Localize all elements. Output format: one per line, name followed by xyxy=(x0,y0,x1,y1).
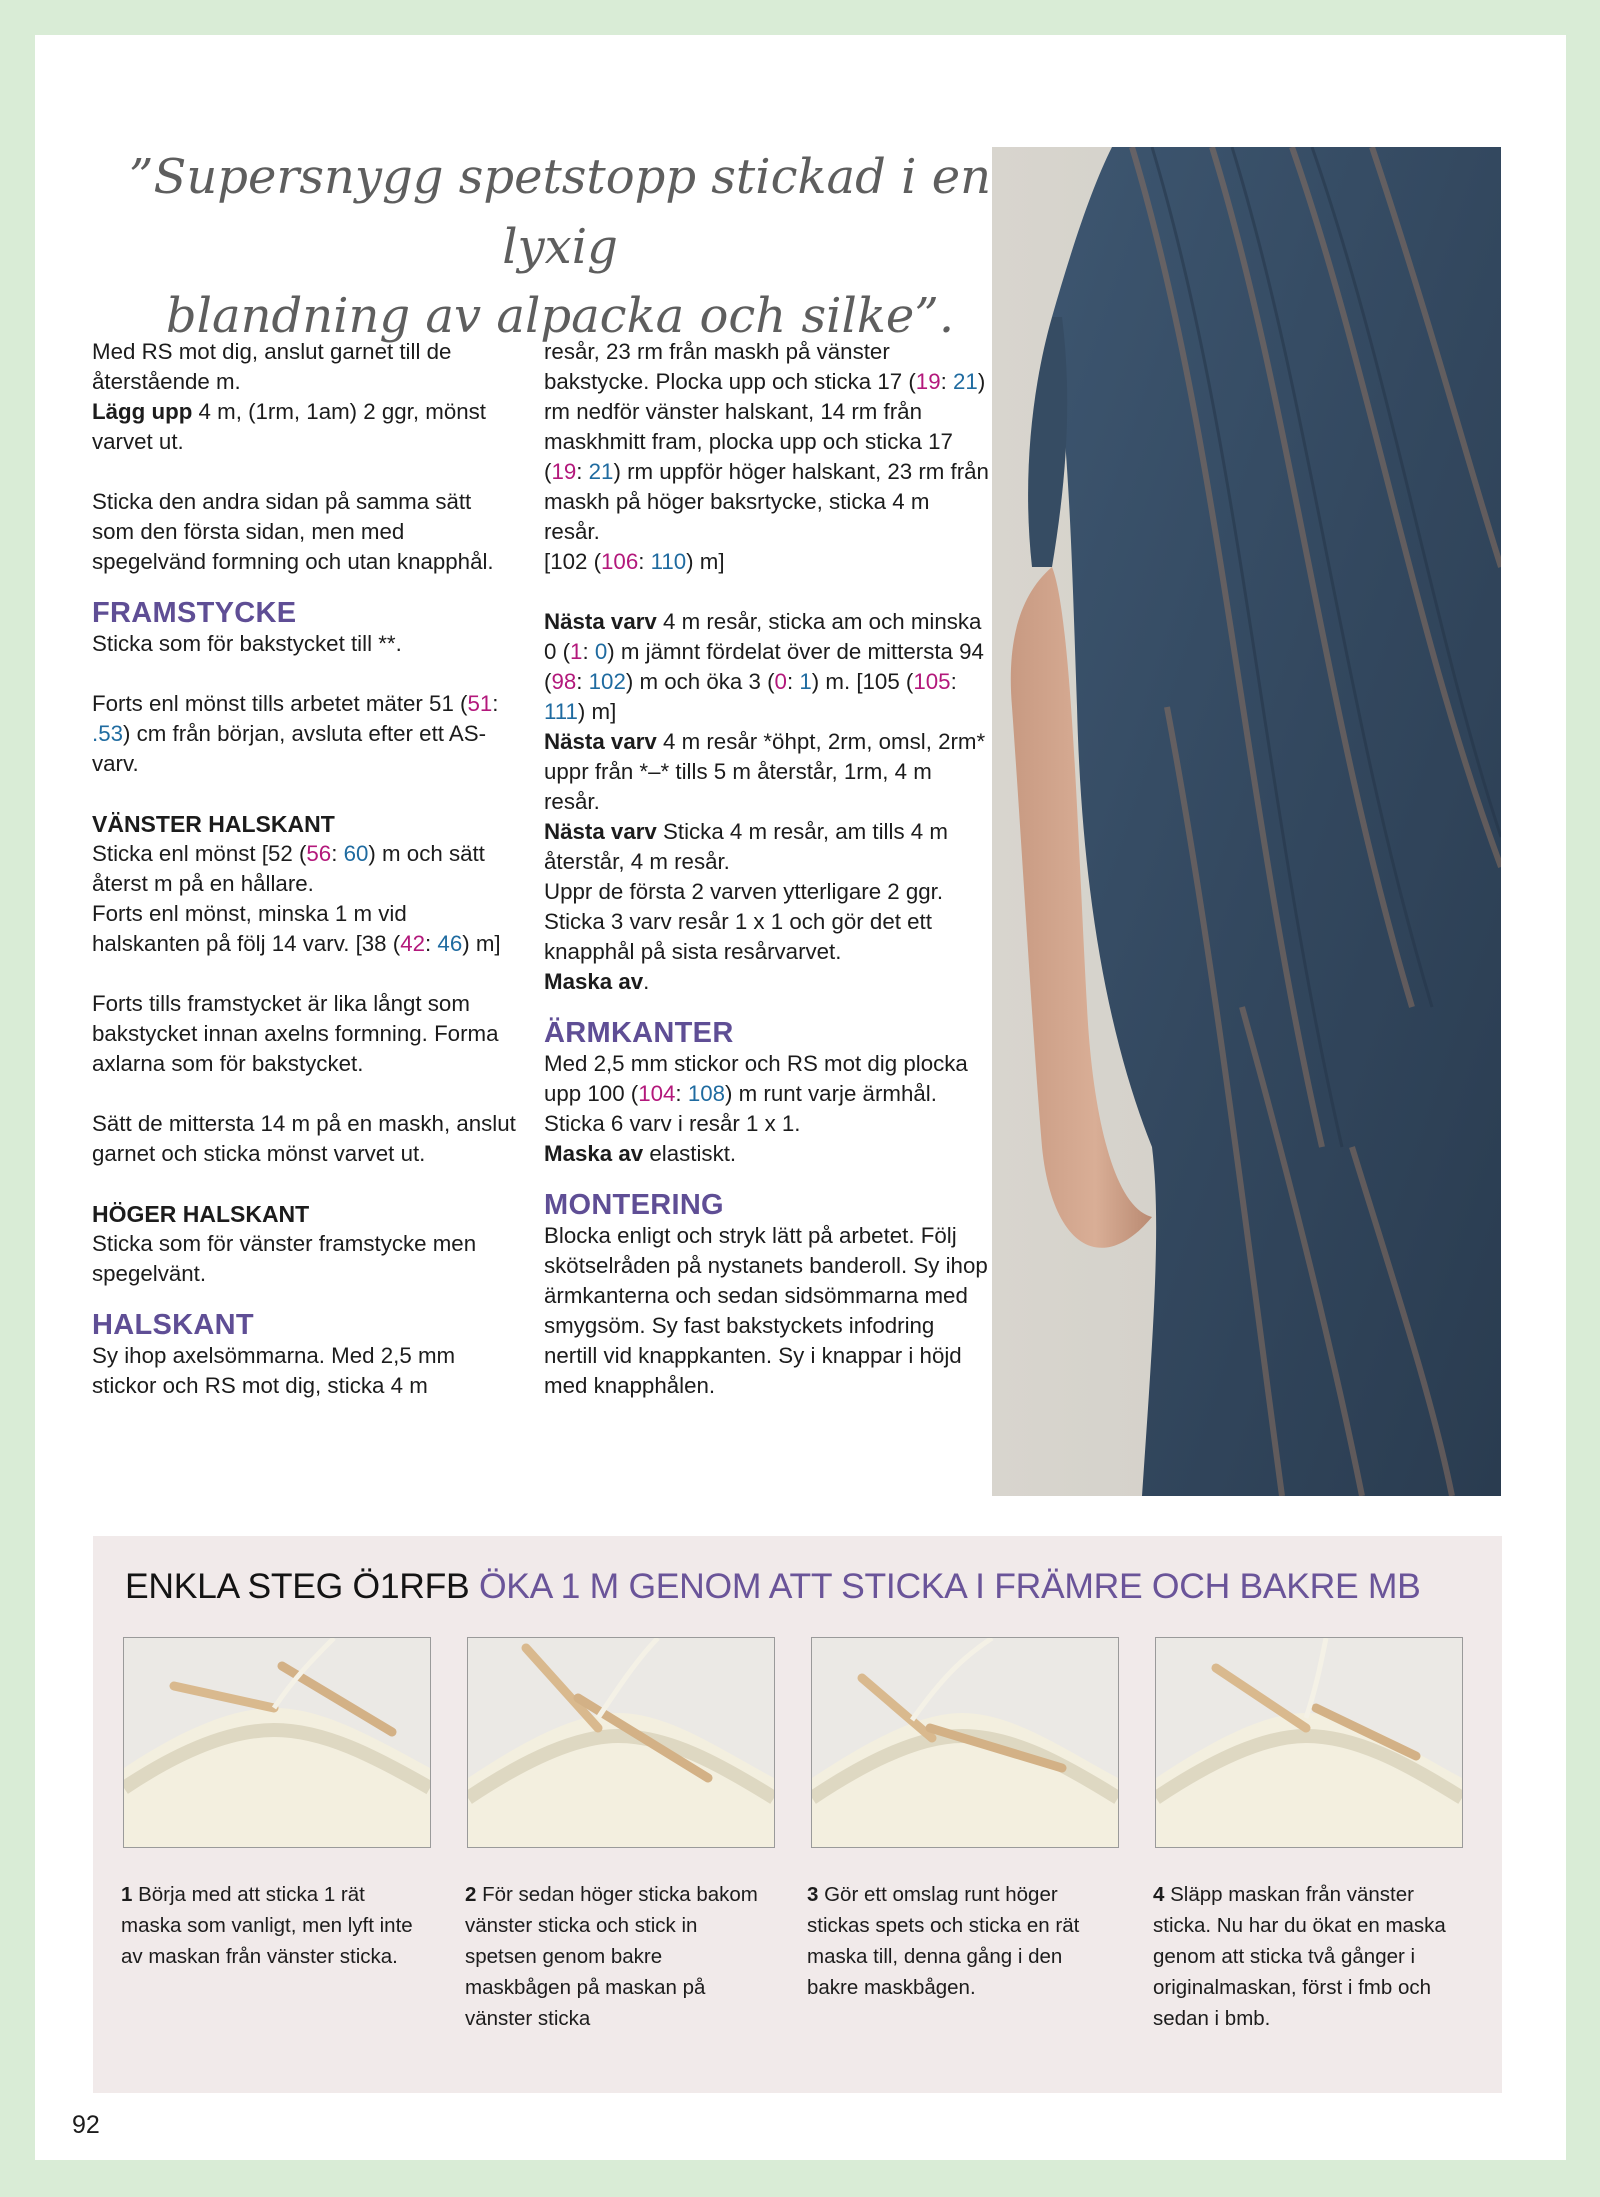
paragraph: Med 2,5 mm stickor och RS mot dig plocka upp 100 (104: 108) m runt varje ärmhål. xyxy=(544,1051,968,1106)
magazine-page xyxy=(35,35,1566,2160)
paragraph: Sticka som för bakstycket till **. xyxy=(92,631,402,656)
section-heading-halskant: HALSKANT xyxy=(92,1309,254,1341)
lace-top-photo xyxy=(992,147,1501,1496)
paragraph: Med RS mot dig, anslut garnet till de återstående m. xyxy=(92,339,452,394)
paragraph: Forts tills framstycket är lika långt som bakstycket innan axelns formning. Forma axlarna som för bakstycket. xyxy=(92,991,499,1076)
paragraph: Sticka 3 varv resår 1 x 1 och gör det ett knapphål på sista resårvarvet. xyxy=(544,909,932,964)
size-value: 60 xyxy=(343,841,369,866)
paragraph: Maska av. xyxy=(544,969,650,994)
simple-steps-panel xyxy=(93,1536,1502,2093)
section-heading-montering: MONTERING xyxy=(544,1189,724,1221)
step-caption-3: 3 Gör ett omslag runt höger stickas spets och sticka en rät maska till, denna gång i den bakre maskbågen. xyxy=(807,1883,1080,1999)
subheading-vanster-halskant: VÄNSTER HALSKANT xyxy=(92,811,335,837)
step-caption-2: 2 För sedan höger sticka bakom vänster sticka och stick in spetsen genom bakre maskbågen på maskan på vänster sticka xyxy=(465,1883,758,2030)
paragraph: Nästa varv 4 m resår *öhpt, 2rm, omsl, 2rm* uppr från *–* tills 5 m återstår, 1rm, 4 m resår. xyxy=(544,729,986,814)
step-photo-2 xyxy=(467,1637,775,1848)
step-caption-1: 1 Börja med att sticka 1 rät maska som vanligt, men lyft inte av maskan från vänster sticka. xyxy=(121,1883,413,1968)
pull-quote xyxy=(90,143,1030,352)
paragraph: Sticka 6 varv i resår 1 x 1. xyxy=(544,1111,801,1136)
paragraph: Forts enl mönst tills arbetet mäter 51 (51: .53) cm från början, avsluta efter ett AS-varv. xyxy=(92,691,499,776)
paragraph: Uppr de första 2 varven ytterligare 2 ggr. xyxy=(544,879,944,904)
step-photo-3 xyxy=(811,1637,1119,1848)
paragraph: Sticka som för vänster framstycke men spegelvänt. xyxy=(92,1231,477,1286)
section-heading-framstycke: FRAMSTYCKE xyxy=(92,597,297,629)
page-number: 92 xyxy=(72,2111,100,2139)
size-value: 42 xyxy=(400,931,426,956)
size-value: 46 xyxy=(437,931,463,956)
step-photo-1 xyxy=(123,1637,431,1848)
section-heading-armkanter: ÄRMKANTER xyxy=(544,1017,734,1049)
paragraph: Sticka den andra sidan på samma sätt som den första sidan, men med spegelvänd formning och utan knapphål. xyxy=(92,489,494,574)
paragraph: Sticka enl mönst [52 (56: 60) m och sätt återst m på en hållare. xyxy=(92,841,485,896)
text-column-middle xyxy=(544,337,989,1401)
step-photo-4 xyxy=(1155,1637,1463,1848)
paragraph: Maska av elastiskt. xyxy=(544,1141,737,1166)
subheading-hoger-halskant: HÖGER HALSKANT xyxy=(92,1201,310,1227)
step-caption-4: 4 Släpp maskan från vänster sticka. Nu har du ökat en maska genom att sticka två gånger i originalmaskan, först i fmb och sedan i bmb. xyxy=(1153,1883,1446,2030)
paragraph: Lägg upp 4 m, (1rm, 1am) 2 ggr, mönst varvet ut. xyxy=(92,399,486,454)
paragraph: Sy ihop axelsömmarna. Med 2,5 mm stickor och RS mot dig, sticka 4 m xyxy=(92,1343,456,1398)
paragraph: resår, 23 rm från maskh på vänster bakstycke. Plocka upp och sticka 17 (19: 21) rm nedför vänster halskant, 14 rm från maskhmitt fram, plocka upp och sticka 17 (19: 21) rm uppför höger halskant, 23 rm från maskh på höger baksrtycke, sticka 4 m resår. xyxy=(544,339,989,544)
paragraph: Forts enl mönst, minska 1 m vid halskanten på följ 14 varv. [38 (42: 46) m] xyxy=(92,901,501,956)
text-column-left xyxy=(92,337,517,1401)
size-value: .53 xyxy=(92,721,123,746)
paragraph: Nästa varv Sticka 4 m resår, am tills 4 m återstår, 4 m resår. xyxy=(544,819,948,874)
size-value: 51 xyxy=(467,691,493,716)
paragraph: Nästa varv 4 m resår, sticka am och minska 0 (1: 0) m jämnt fördelat över de mittersta 94 (98: 102) m och öka 3 (0: 1) m. [105 (105: 111) m] xyxy=(544,609,984,724)
paragraph: [102 (106: 110) m] xyxy=(544,549,725,574)
pull-quote-line-2: blandning av alpacka och silke”. xyxy=(165,288,955,345)
pull-quote-line-1: ”Supersnygg spetstopp stickad i en lyxig xyxy=(128,149,992,275)
paragraph: Sätt de mittersta 14 m på en maskh, anslut garnet och sticka mönst varvet ut. xyxy=(92,1111,516,1166)
size-value: 56 xyxy=(306,841,332,866)
steps-title: ENKLA STEG Ö1RFB ÖKA 1 M GENOM ATT STICKA I FRÄMRE OCH BAKRE MB xyxy=(125,1566,1421,1606)
paragraph: Blocka enligt och stryk lätt på arbetet. Följ skötselråden på nystanets banderoll. Sy ihop ärmkanterna och sedan sidsömmarna med smygsöm. Sy fast bakstyckets infodring nertill vid knappkanten. Sy i knappar i höjd med knapphålen. xyxy=(544,1223,988,1398)
